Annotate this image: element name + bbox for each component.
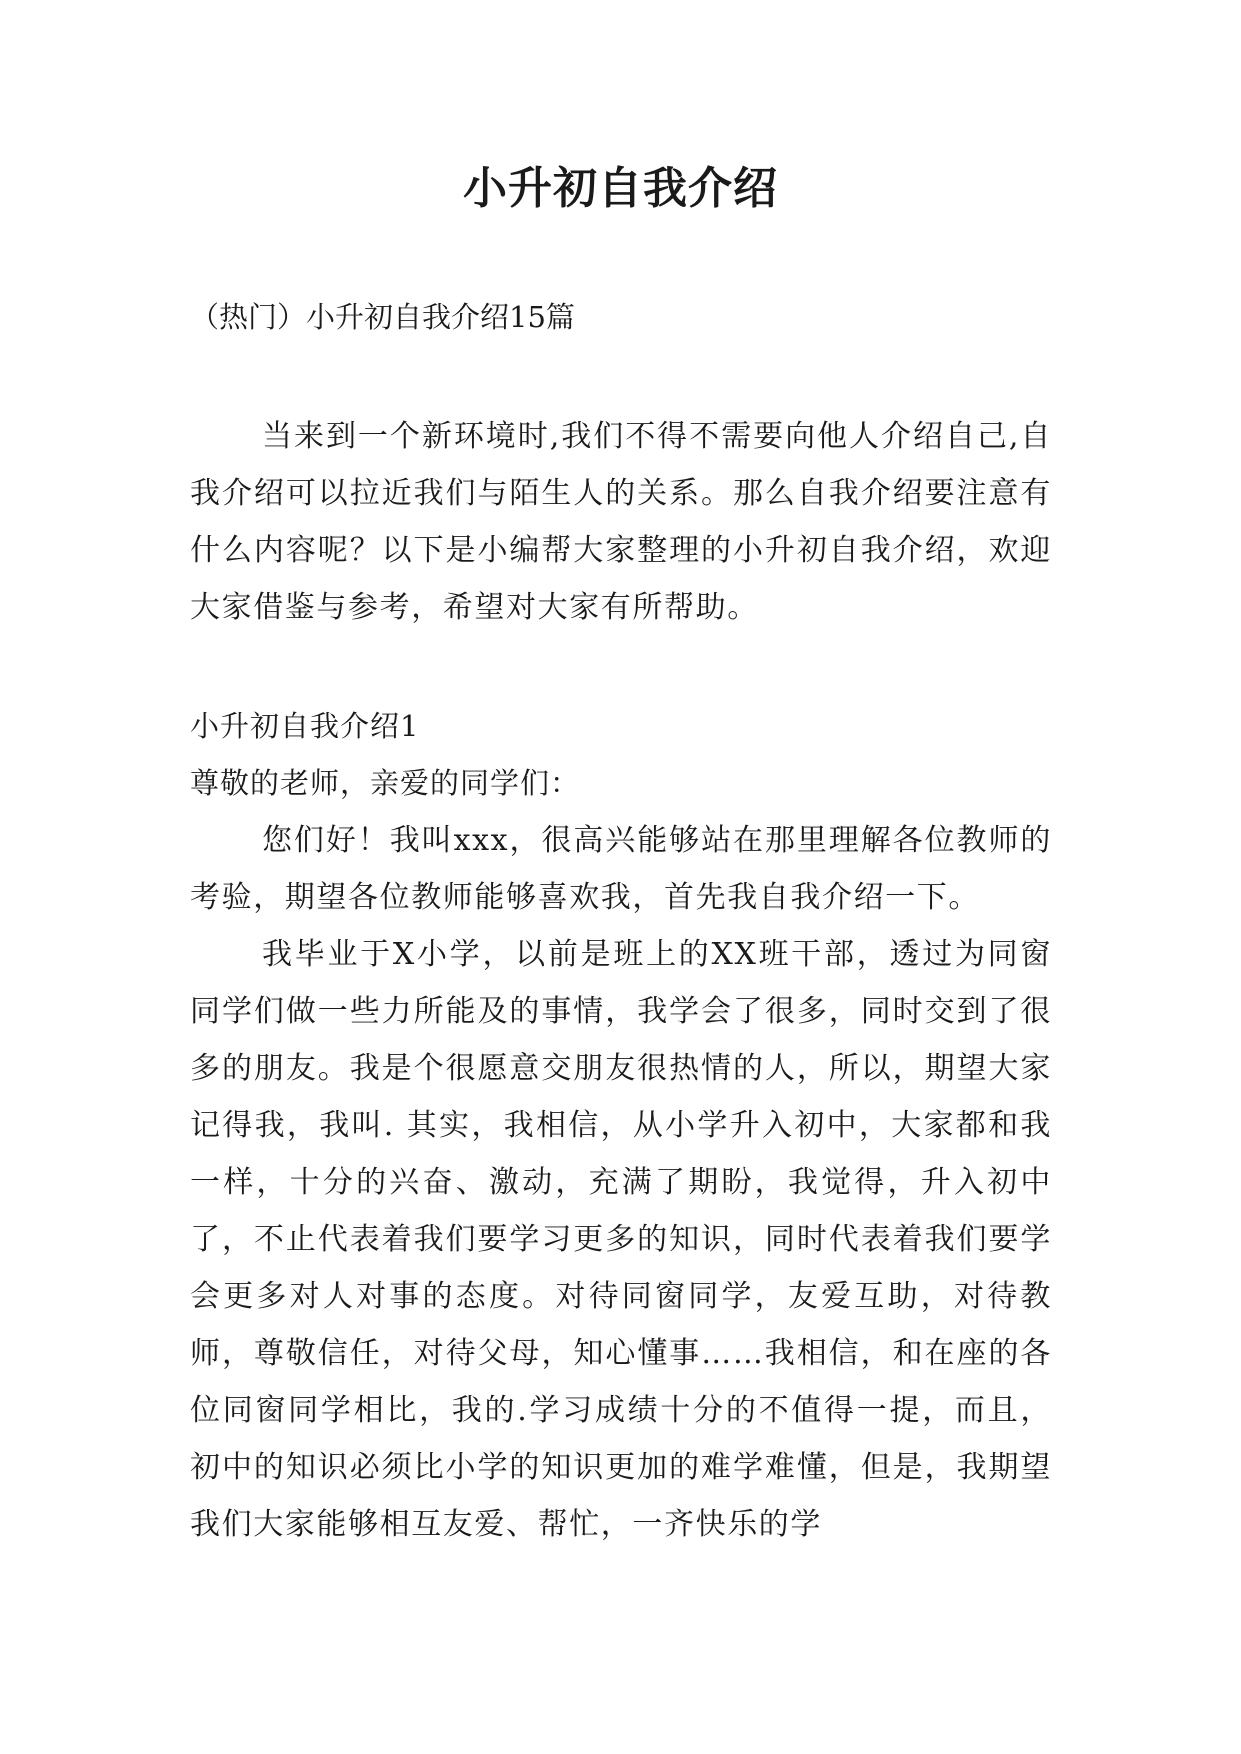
document-title: 小升初自我介绍	[463, 163, 778, 214]
body-paragraph: 我毕业于X小学，以前是班上的XX班干部，透过为同窗同学们做一些力所能及的事情，我学会了很多，同时交到了很多的朋友。我是个很愿意交朋友很热情的人，所以，期望大家记得我，我叫. 其实，我相信，从小学升入初中，大家都和我一样，十分的兴奋、激动，充满了期盼，我觉得，升入初中了，不止代表着我们要学习更多的知识，同时代表着我们要学会更多对人对事的态度。对待同窗同学，友爱互助，对待教师，尊敬信任，对待父母，知心懂事……我相信，和在座的各位同窗同学相比，我的.学习成绩十分的不值得一提，而且，初中的知识必须比小学的知识更加的难学难懂，但是，我期望我们大家能够相互友爱、帮忙，一齐快乐的学	[190, 937, 1052, 1542]
body-paragraph: 您们好！我叫xxx，很高兴能够站在那里理解各位教师的考验，期望各位教师能够喜欢我，首先我自我介绍一下。	[190, 823, 1052, 915]
section-heading: 小升初自我介绍1	[190, 709, 420, 743]
salutation: 尊敬的老师，亲爱的同学们：	[190, 766, 581, 800]
document-subtitle: （热门）小升初自我介绍15篇	[190, 300, 575, 334]
intro-paragraph: 当来到一个新环境时,我们不得不需要向他人介绍自己,自我介绍可以拉近我们与陌生人的关系。那么自我介绍要注意有什么内容呢？以下是小编帮大家整理的小升初自我介绍，欢迎大家借鉴与参考，希望对大家有所帮助。	[190, 419, 1052, 625]
section-1	[190, 698, 1052, 1553]
